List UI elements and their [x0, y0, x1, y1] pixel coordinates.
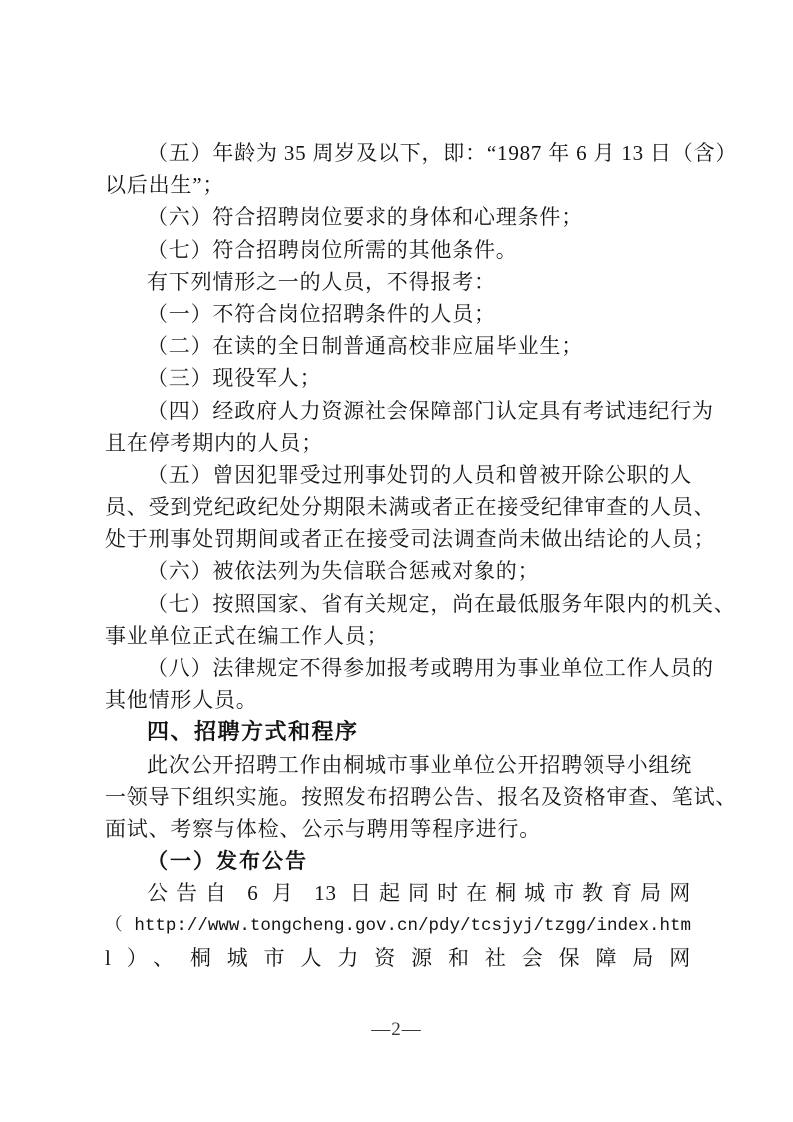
doc-line: （一）不符合岗位招聘条件的人员； [147, 301, 496, 326]
doc-line: 其他情形人员。 [105, 688, 258, 713]
document-body [105, 137, 738, 974]
doc-line: （五）年龄为 35 周岁及以下，即：“1987 年 6 月 13 日（含） [147, 141, 738, 165]
doc-line: （三）现役军人； [147, 366, 322, 391]
doc-line: （八）法律规定不得参加报考或聘用为事业单位工作人员的 [147, 656, 714, 680]
doc-line: （七）按照国家、省有关规定，尚在最低服务年限内的机关、 [147, 591, 736, 616]
doc-line: 面试、考察与体检、公示与聘用等程序进行。 [105, 816, 541, 841]
doc-line: 以后出生”； [105, 173, 225, 198]
doc-line: （七）符合招聘岗位所需的其他条件。 [147, 237, 518, 262]
doc-line: （五）曾因犯罪受过刑事处罚的人员和曾被开除公职的人 [147, 462, 692, 487]
doc-line: （六）符合招聘岗位要求的身体和心理条件； [147, 205, 583, 230]
page-number: —2— [371, 1019, 422, 1040]
doc-line: l）、桐城市人力资源和社会保障局网 [105, 945, 691, 970]
section-heading: 四、招聘方式和程序 [147, 719, 359, 745]
doc-line: （二）在读的全日制普通高校非应届毕业生； [147, 334, 583, 359]
doc-line: （四）经政府人力资源社会保障部门认定具有考试违纪行为 [147, 398, 714, 423]
doc-line: （六）被依法列为失信联合惩戒对象的； [147, 559, 540, 584]
doc-line: 公告自 6 月 13 日起同时在桐城市教育局网 [147, 881, 691, 906]
doc-line: 一领导下组织实施。按照发布招聘公告、报名及资格审查、笔试、 [105, 784, 738, 809]
doc-line: 此次公开招聘工作由桐城市事业单位公开招聘领导小组统 [147, 752, 692, 777]
doc-line-url: （http://www.tongcheng.gov.cn/pdy/tcsjyj/tzgg/index.htm [105, 915, 691, 936]
doc-line: 有下列情形之一的人员，不得报考： [147, 269, 496, 294]
subsection-heading: （一）发布公告 [147, 849, 308, 874]
doc-line: 处于刑事处罚期间或者正在接受司法调查尚未做出结论的人员； [105, 527, 716, 552]
doc-line: 事业单位正式在编工作人员； [105, 623, 389, 648]
doc-line: 且在停考期内的人员； [105, 430, 323, 455]
doc-line: 员、受到党纪政纪处分期限未满或者正在接受纪律审查的人员、 [105, 495, 716, 520]
